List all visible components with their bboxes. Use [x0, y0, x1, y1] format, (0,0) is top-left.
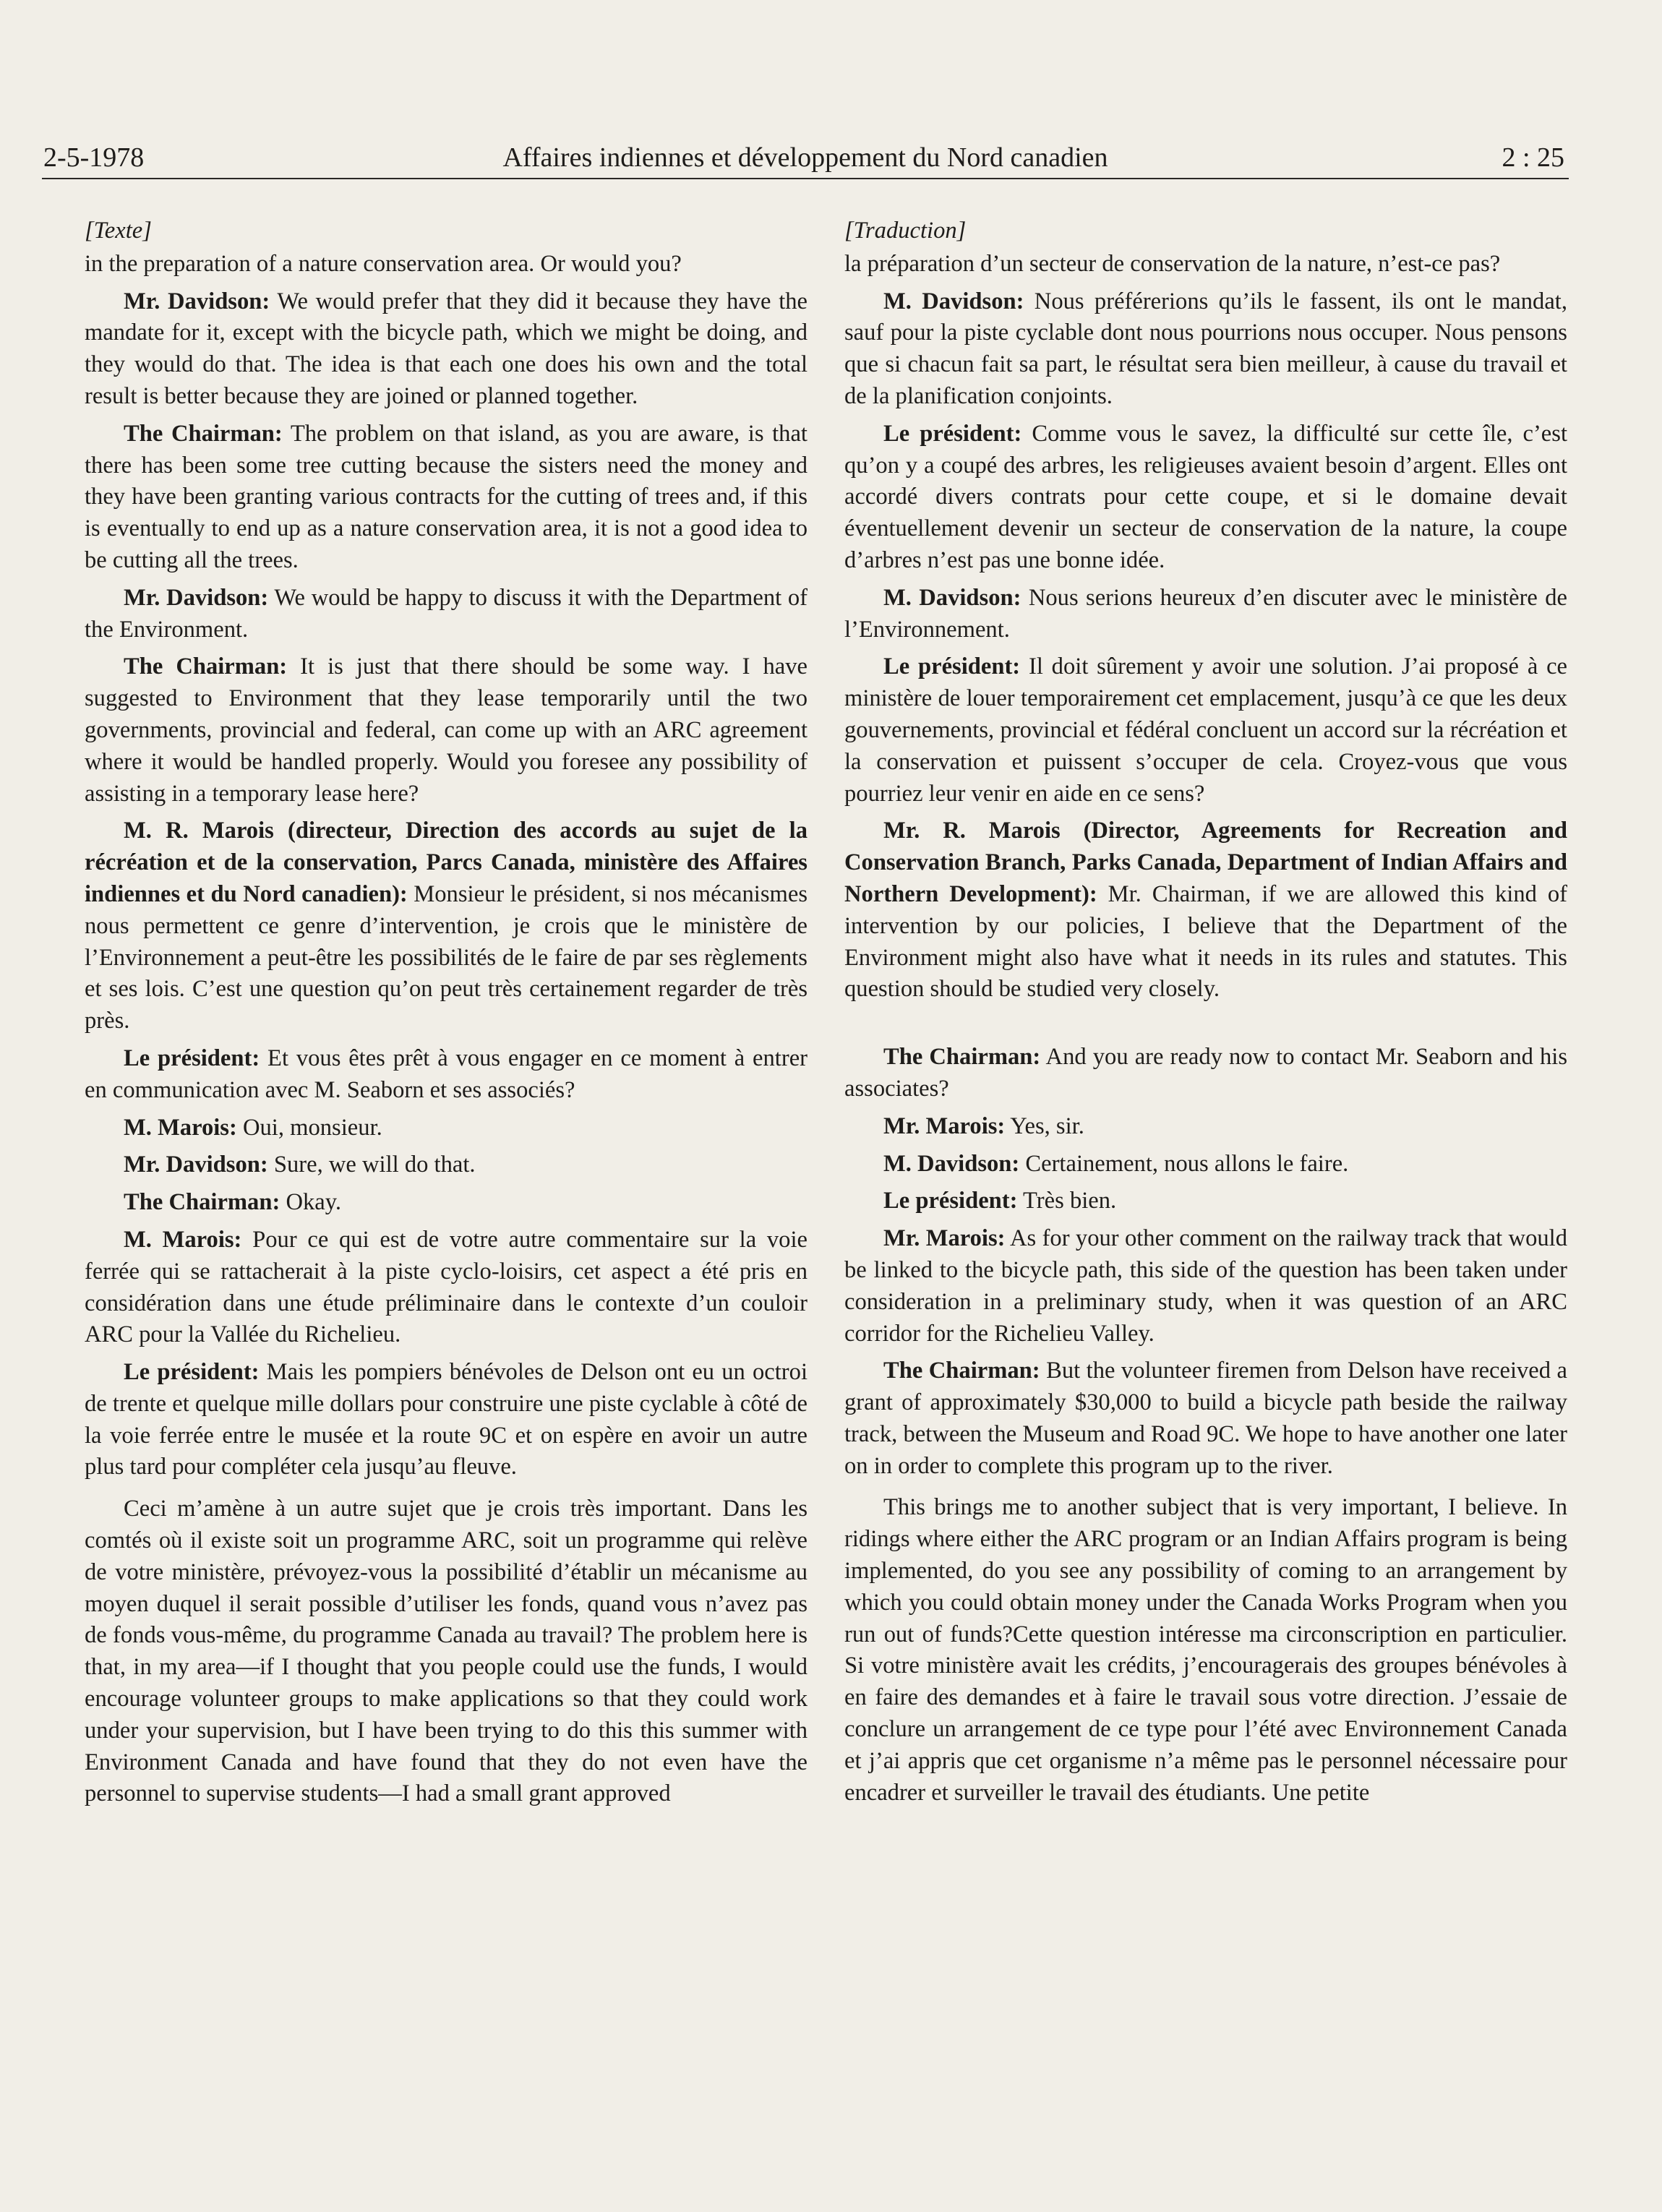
speech: Nous préférerions qu’ils le fassent, ils ont le mandat, sauf pour la piste cyclable dont nous pourrions nous occuper. Nous pensons que si chacun fait sa part, le résultat sera bien meilleur, à cause du travail et de la planification conjoints. — [844, 288, 1567, 409]
speaker: M. Marois: — [124, 1226, 242, 1253]
speaker: Mr. Davidson: — [124, 584, 269, 611]
paragraph — [844, 651, 1567, 810]
speaker: Mr. Marois: — [883, 1225, 1006, 1252]
paragraph — [85, 1113, 808, 1144]
speech: It is just that there should be some way. I have suggested to Environment that they lease temporarily until the two governments, provincial and federal, can come up with an ARC agreement where it would be handled properly. Would you foresee any possibility of assisting in a temporary lease here? — [85, 653, 808, 807]
speaker: Le président: — [883, 420, 1022, 447]
speech: Comme vous le savez, la difficulté sur cette île, c’est qu’on y a coupé des arbres, les religieuses avaient besoin d’argent. Elles ont accordé divers contrats pour cette coupe, et si le domaine devait éventuellement devenir un secteur de conservation de la nature, la coupe d’arbres n’est pas une bonne idée. — [844, 420, 1568, 573]
paragraph — [85, 286, 808, 413]
header-title: Affaires indiennes et développement du Nord canadien — [502, 142, 1108, 173]
paragraph — [844, 1355, 1567, 1482]
speaker: Le président: — [124, 1359, 260, 1386]
paragraph — [85, 1043, 808, 1107]
speech: Et vous êtes prêt à vous engager en ce moment à entrer en communication avec M. Seaborn et ses associés? — [85, 1045, 808, 1103]
speech: Yes, sir. — [1005, 1113, 1084, 1139]
paragraph — [85, 1149, 808, 1181]
speaker: The Chairman: — [883, 1044, 1041, 1071]
column-label: [Traduction] — [844, 218, 967, 244]
page-header — [42, 137, 1569, 179]
paragraph — [844, 1186, 1567, 1217]
speech: But the volunteer firemen from Delson have received a grant of approximately $30,000 to build a bicycle path beside the railway track, between the Museum and Road 9C. We hope to have another one later on in order to complete this program up to the river. — [844, 1358, 1567, 1479]
speaker: M. Davidson: — [883, 1150, 1020, 1177]
paragraph — [844, 583, 1567, 646]
speech: Nous serions heureux d’en discuter avec le ministère de l’Environnement. — [844, 584, 1567, 643]
speech: And you are ready now to contact Mr. Seaborn and his associates? — [844, 1044, 1568, 1102]
paragraph: This brings me to another subject that is very important, I believe. In ridings where either the ARC program or an Indian Affairs program is being implemented, do you see any possibility of coming to an arrangement by which you could obtain money under the Canada Works Program when you run out of funds?Cette question intéresse ma circonscription en particulier. Si votre ministère avait les crédits, j’encouragerais des groupes bénévoles à en faire des demandes et à faire le travail sous votre direction. J’essaie de conclure un arrangement de ce type pour l’été avec Environnement Canada et j’ai appris que cet organisme n’a même pas le personnel nécessaire pour encadrer et surveiller le travail des étudiants. Une petite — [844, 1494, 1567, 1806]
paragraph — [85, 583, 808, 646]
speech: Très bien. — [1017, 1188, 1117, 1214]
paragraph — [844, 815, 1567, 1006]
speech: Pour ce qui est de votre autre commentaire sur la voie ferrée qui se rattacherait à la piste cyclo-loisirs, cet aspect a été pris en considération dans une étude préliminaire dans le contexte d’un couloir ARC pour la Vallée du Richelieu. — [85, 1226, 808, 1348]
speaker: M. Marois: — [124, 1114, 237, 1141]
speech: Oui, monsieur. — [236, 1114, 382, 1141]
paragraph — [844, 1223, 1567, 1350]
paragraph: la préparation d’un secteur de conservation de la nature, n’est-ce pas? — [844, 250, 1501, 277]
speech: Certainement, nous allons le faire. — [1019, 1150, 1349, 1177]
speech: We would prefer that they did it because they have the mandate for it, except with the bicycle path, which we might be doing, and they would do that. The idea is that each one does his own and the total result is better because they are joined or planned together. — [85, 288, 808, 409]
speaker: Mr. Davidson: — [124, 288, 270, 314]
speaker: Mr. Davidson: — [124, 1152, 268, 1178]
paragraph — [844, 1042, 1567, 1105]
speaker: The Chairman: — [883, 1358, 1040, 1384]
paragraph — [844, 1149, 1567, 1180]
header-date: 2-5-1978 — [43, 142, 145, 173]
paragraph — [85, 651, 808, 810]
speaker: M. Davidson: — [883, 288, 1024, 314]
speech: We would be happy to discuss it with the Department of the Environment. — [85, 584, 808, 643]
speaker: The Chairman: — [124, 653, 288, 680]
speech: Il doit sûrement y avoir une solution. J’ai proposé à ce ministère de louer temporairement cet emplacement, jusqu’à ce que les deux gouvernements, provincial et fédéral concluent un accord sur la récréation et la conservation et puissent s’occuper de cela. Croyez-vous que vous pourriez leur venir en aide en ce sens? — [844, 653, 1568, 807]
paragraph — [85, 1357, 808, 1483]
speech: As for your other comment on the railway track that would be linked to the bicycle path, this side of the question has been taken under consideration in a preliminary study, when it was question of an ARC corridor for the Richelieu Valley. — [844, 1225, 1567, 1347]
speaker: M. Davidson: — [883, 584, 1021, 611]
speaker: Mr. R. Marois (Director, Agreements for Recreation and Conservation Branch, Parks Canada, Department of Indian Affairs and Northern Development): — [844, 818, 1567, 907]
speaker: The Chairman: — [124, 1189, 280, 1216]
paragraph: in the preparation of a nature conservation area. Or would you? — [85, 250, 682, 277]
paragraph — [85, 1225, 808, 1351]
speech: Mais les pompiers bénévoles de Delson ont eu un octroi de trente et quelque mille dollars pour construire une piste cyclable à côté de la voie ferrée entre le musée et la route 9C et on espère en avoir un autre plus tard pour compléter cela jusqu’au fleuve. — [85, 1359, 808, 1480]
speech: The problem on that island, as you are aware, is that there has been some tree cutting because the sisters need the money and they have been granting various contracts for the cutting of trees and, if this is eventually to end up as a nature conservation area, it is not a good idea to be cutting all the trees. — [85, 420, 808, 573]
speech: Sure, we will do that. — [267, 1152, 476, 1178]
header-page-number: 2 : 25 — [1502, 142, 1564, 173]
speaker: Le président: — [883, 653, 1021, 680]
speech: Okay. — [280, 1189, 342, 1216]
paragraph — [844, 286, 1567, 413]
paragraph — [844, 1111, 1567, 1143]
column-label: [Texte] — [85, 218, 152, 244]
paragraph — [85, 419, 808, 577]
paragraph: Ceci m’amène à un autre sujet que je crois très important. Dans les comtés où il existe soit un programme ARC, soit un programme qui relève de votre ministère, prévoyez-vous la possibilité d’établir un mécanisme au moyen duquel il serait possible d’utiliser les fonds, quand vous n’avez pas de fonds vous-même, du programme Canada au travail? The problem here is that, in my area—if I thought that you people could use the funds, I would encourage volunteer groups to make applications so that they could work under your supervision, but I have been trying to do this this summer with Environment Canada and have found that they do not even have the personnel to supervise students—I had a small grant approved — [85, 1496, 808, 1807]
speech: Mr. Chairman, if we are allowed this kind of intervention by our policies, I believe that the Department of the Environment might also have what it needs in its rules and statutes. This question should be studied very closely. — [844, 880, 1567, 1003]
speaker: Mr. Marois: — [883, 1113, 1006, 1139]
paragraph — [85, 815, 808, 1037]
speech: Monsieur le président, si nos mécanismes nous permettent ce genre d’intervention, je crois que le ministère de l’Environnement a peut-être les possibilités de le faire de par ses règlements et ses lois. C’est une question qu’on peut très certainement regarder de très près. — [85, 880, 808, 1034]
speaker: Le président: — [124, 1045, 260, 1071]
speaker: M. R. Marois (directeur, Direction des accords au sujet de la récréation et de la conservation, Parcs Canada, ministère des Affaires indiennes et du Nord canadien): — [85, 818, 808, 907]
paragraph — [85, 1187, 808, 1219]
left-column — [85, 215, 808, 1816]
speaker: The Chairman: — [124, 420, 283, 447]
speaker: Le président: — [883, 1188, 1018, 1214]
paragraph — [844, 419, 1567, 577]
right-column — [844, 215, 1567, 1814]
